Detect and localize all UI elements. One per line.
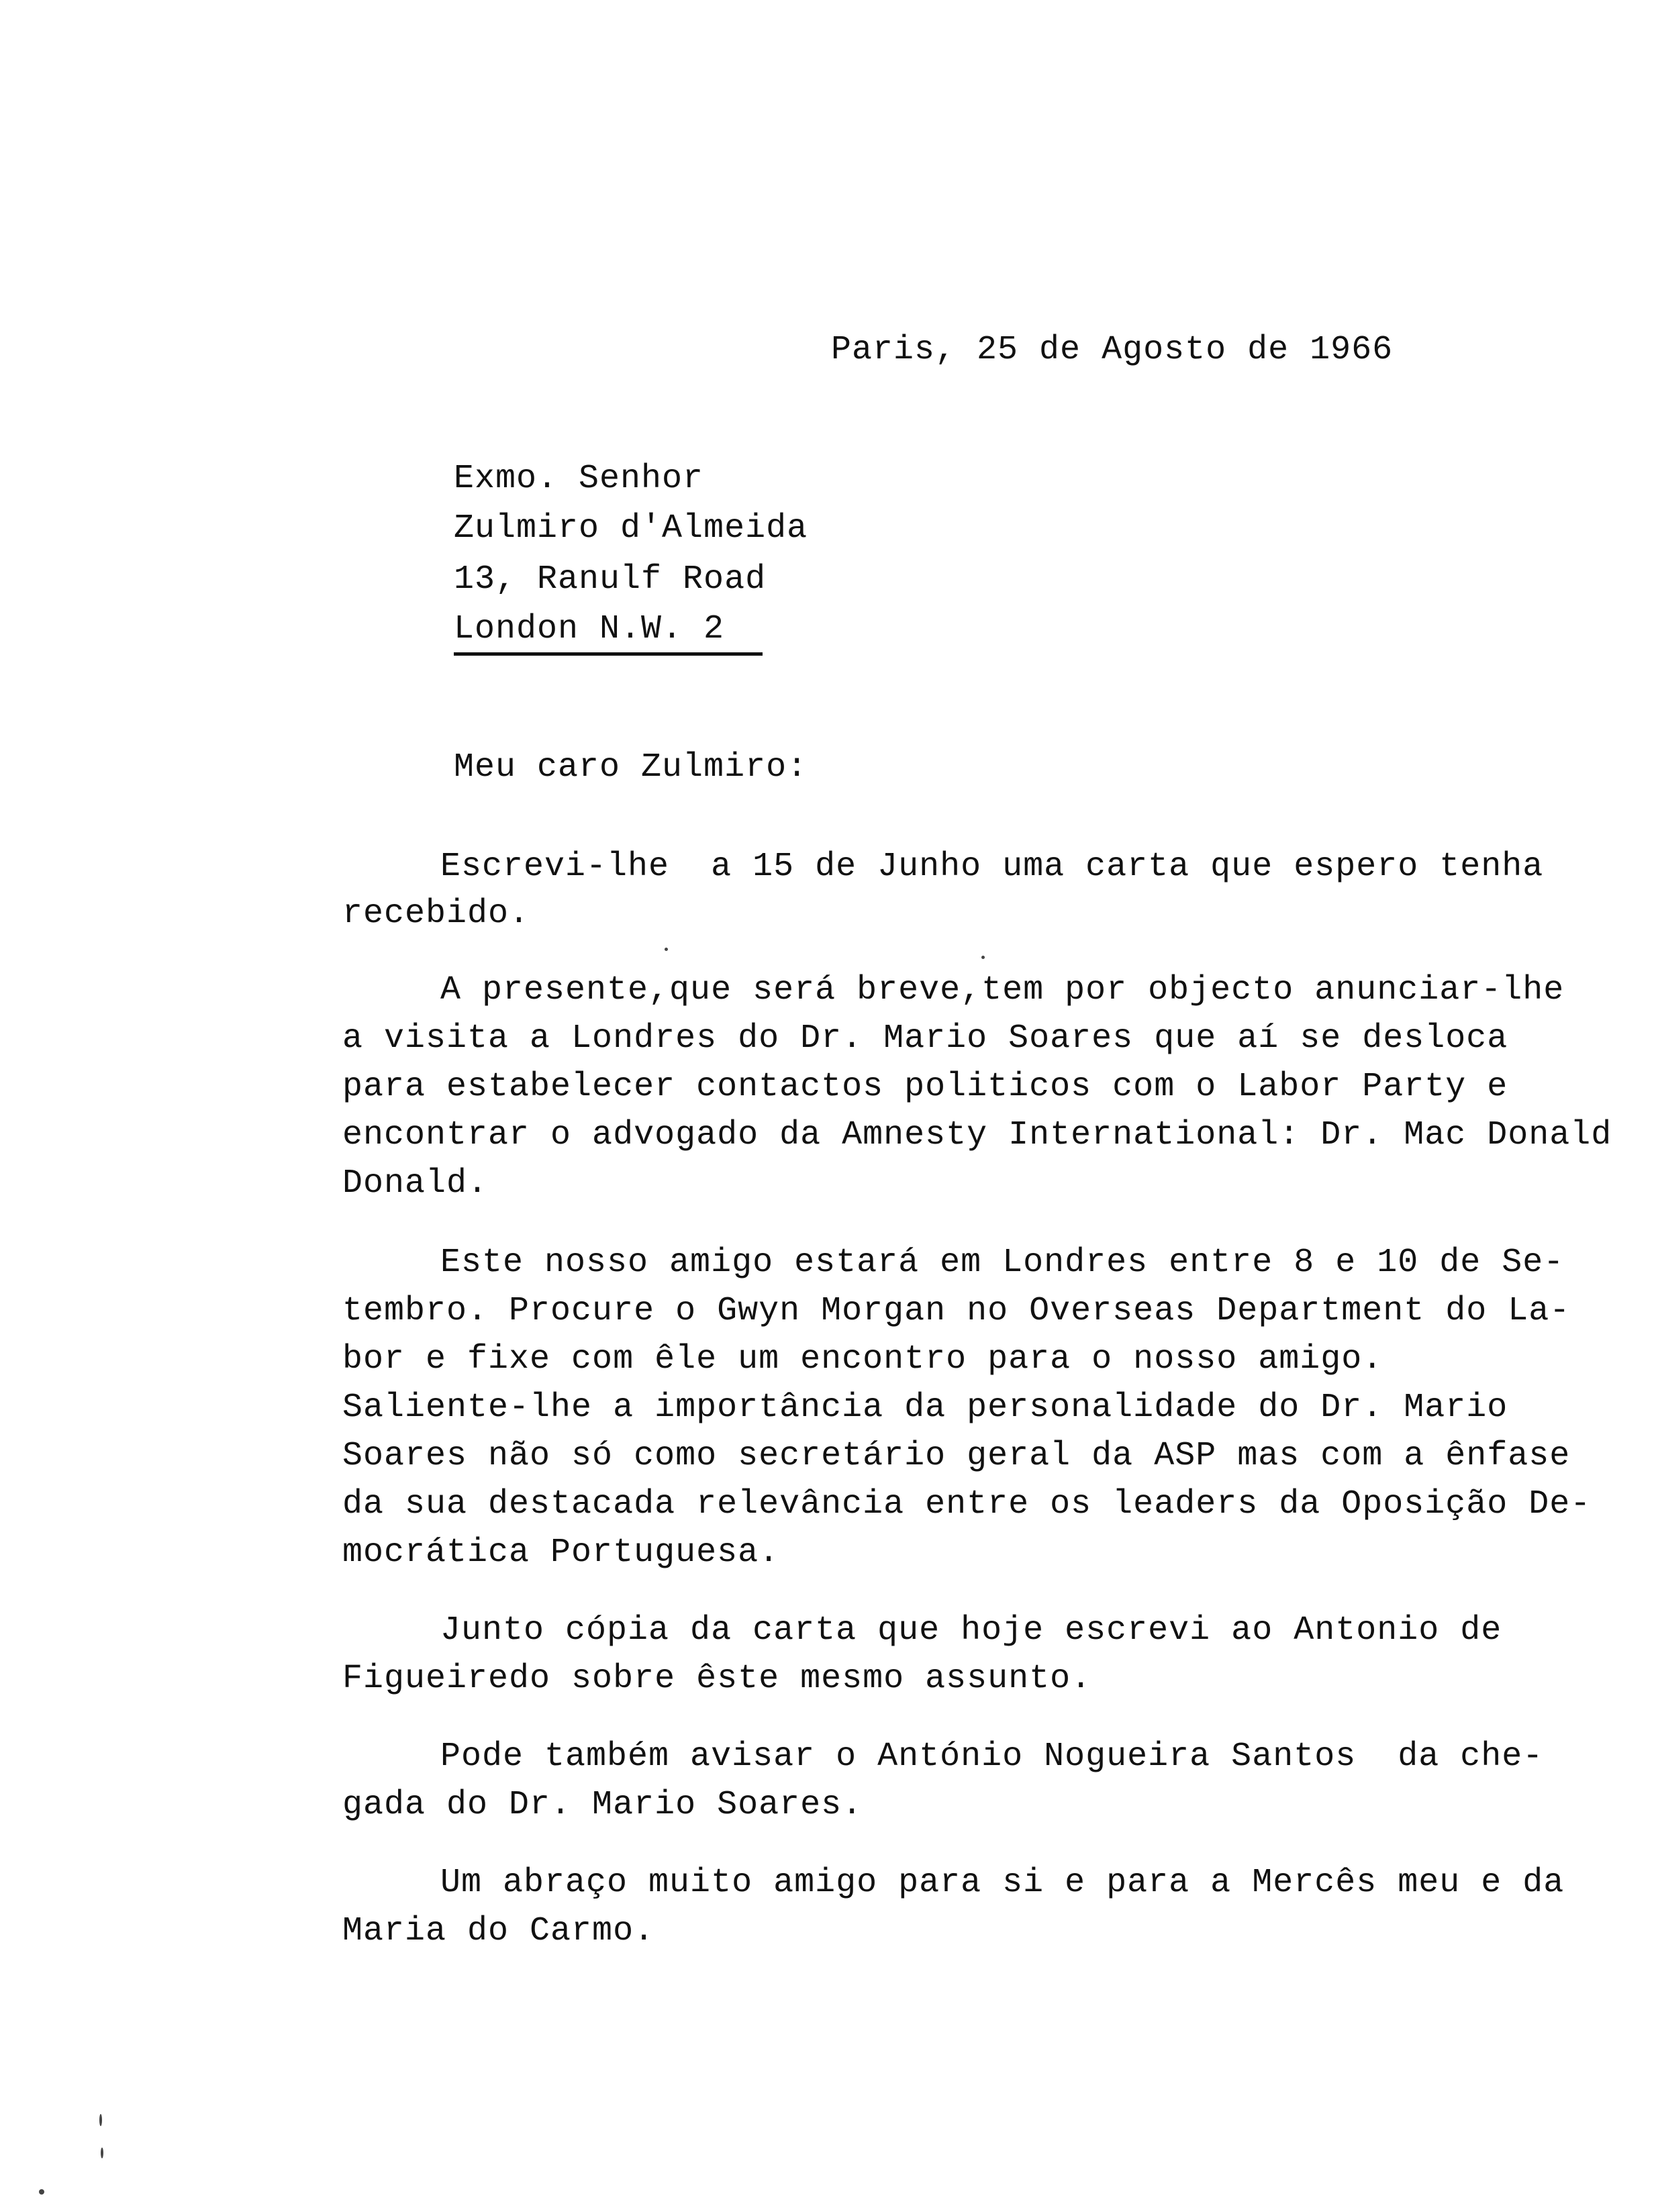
paragraph-2-line-4: encontrar o advogado da Amnesty International: Dr. Mac Donald	[342, 1116, 1612, 1154]
paragraph-2-line-1: A presente,que será breve,tem por objecto anunciar-lhe	[440, 971, 1565, 1009]
recipient-line-4: London N.W. 2	[454, 608, 763, 656]
recipient-line-3: 13, Ranulf Road	[454, 560, 767, 599]
paragraph-3-line-2: tembro. Procure o Gwyn Morgan no Overseas Department do La-	[342, 1292, 1571, 1330]
paragraph-2-line-2: a visita a Londres do Dr. Mario Soares que aí se desloca	[342, 1019, 1508, 1058]
paragraph-3-line-7: mocrática Portuguesa.	[342, 1534, 780, 1572]
paragraph-2-line-3: para estabelecer contactos politicos com o Labor Party e	[342, 1068, 1508, 1106]
salutation: Meu caro Zulmiro:	[454, 748, 808, 787]
paragraph-3-line-1: Este nosso amigo estará em Londres entre 8 e 10 de Se-	[440, 1244, 1565, 1282]
scan-speck	[665, 948, 668, 951]
paragraph-3-line-6: da sua destacada relevância entre os leaders da Oposição De-	[342, 1485, 1592, 1523]
recipient-line-2: Zulmiro d'Almeida	[454, 509, 808, 548]
paragraph-1-line-1: Escrevi-lhe a 15 de Junho uma carta que espero tenha	[440, 848, 1544, 886]
letter-date: Paris, 25 de Agosto de 1966	[831, 331, 1394, 369]
paragraph-2-line-5: Donald.	[342, 1164, 489, 1203]
scan-speck	[99, 2114, 102, 2126]
paragraph-6-line-1: Um abraço muito amigo para si e para a Mercês meu e da	[440, 1864, 1565, 1902]
paragraph-5-line-2: gada do Dr. Mario Soares.	[342, 1786, 863, 1824]
scan-speck	[39, 2189, 44, 2195]
paragraph-3-line-5: Soares não só como secretário geral da ASP mas com a ênfase	[342, 1437, 1571, 1475]
paragraph-4-line-2: Figueiredo sobre êste mesmo assunto.	[342, 1660, 1092, 1698]
recipient-line-1: Exmo. Senhor	[454, 460, 704, 498]
paragraph-1-line-2: recebido.	[342, 895, 530, 933]
paragraph-3-line-4: Saliente-lhe a importância da personalidade do Dr. Mario	[342, 1389, 1508, 1427]
scan-speck	[101, 2148, 103, 2158]
scan-speck	[981, 956, 985, 959]
paragraph-6-line-2: Maria do Carmo.	[342, 1912, 655, 1950]
paragraph-3-line-3: bor e fixe com êle um encontro para o nosso amigo.	[342, 1340, 1383, 1378]
paragraph-4-line-1: Junto cópia da carta que hoje escrevi ao Antonio de	[440, 1611, 1502, 1650]
paragraph-5-line-1: Pode também avisar o António Nogueira Santos da che-	[440, 1738, 1544, 1776]
